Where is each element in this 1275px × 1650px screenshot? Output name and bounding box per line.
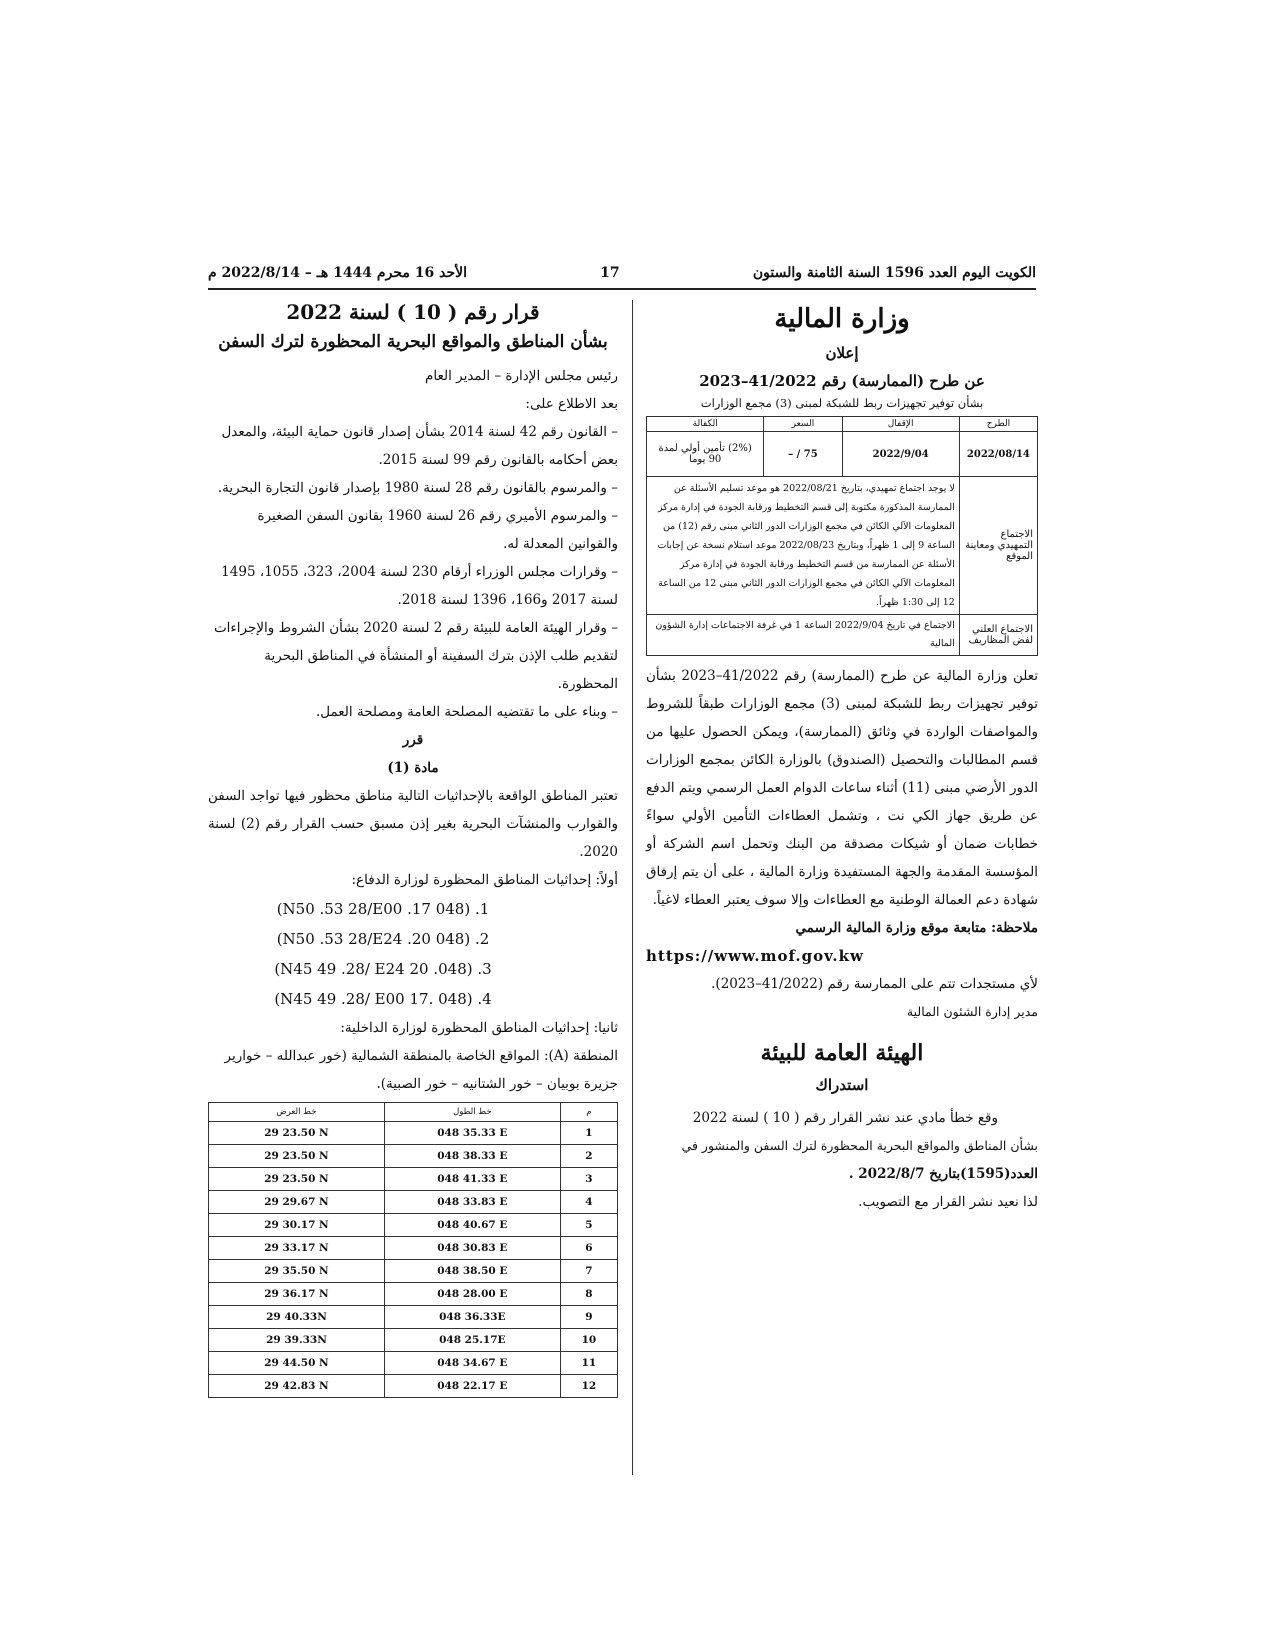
article-text: تعتبر المناطق الواقعة بالإحداثيات التالية مناطق محظور فيها تواجد السفن والقوارب والمنشآت البحرية بغير إذن مسبق حسب القرار رقم (2) لسنة 2020. xyxy=(208,788,619,860)
row-number: 8 xyxy=(560,1283,617,1306)
latitude-cell: 29 33.17 N xyxy=(209,1237,385,1260)
latitude-cell: 29 40.33N xyxy=(209,1306,385,1329)
value-cell: (2%) تأمين أولي لمدة 90 يوما xyxy=(647,432,764,477)
legal-item: – وقرارات مجلس الوزراء أرقام 230 لسنة 2004، 323، 1055، 1495 لسنة 2017 و166، 1396 لسنة 2018. xyxy=(221,564,618,608)
opening-row xyxy=(647,615,1038,656)
longitude-cell: 048 38.50 E xyxy=(384,1260,560,1283)
table-row xyxy=(209,1329,618,1352)
value-cell: 2022/08/14 xyxy=(959,432,1037,477)
table-row xyxy=(209,1122,618,1145)
table-row xyxy=(209,1145,618,1168)
header-cell: خط الطول xyxy=(384,1103,560,1122)
longitude-cell: 048 25.17E xyxy=(384,1329,560,1352)
authority-title: الهيئة العامة للبيئة xyxy=(760,1040,924,1066)
table-row xyxy=(209,1168,618,1191)
row-number: 9 xyxy=(560,1306,617,1329)
defense-coord: 1. (N50 .53 28/E00 .17 048) xyxy=(276,900,490,918)
longitude-cell: 048 36.33E xyxy=(384,1306,560,1329)
legal-item: – وقرار الهيئة العامة للبيئة رقم 2 لسنة 2020 بشأن الشروط والإجراءات لتقديم طلب الإذن بترك السفينة أو المنشأة في المناطق البحرية المحظورة. xyxy=(213,620,618,692)
row-number: 11 xyxy=(560,1352,617,1375)
coordinates-table xyxy=(208,1102,618,1398)
table-row xyxy=(209,1260,618,1283)
row-number: 3 xyxy=(560,1168,617,1191)
publication-name: الكويت اليوم العدد 1596 السنة الثامنة والستون xyxy=(752,265,1036,281)
table-row xyxy=(209,1283,618,1306)
longitude-cell: 048 33.83 E xyxy=(384,1191,560,1214)
row-number: 12 xyxy=(560,1375,617,1398)
defense-coord: 4. (N45 49 .28/ E00 17. 048) xyxy=(274,990,492,1008)
erratum-line2: بشأن المناطق والمواقع البحرية المحظورة لترك السفن والمنشور في xyxy=(681,1138,1038,1153)
page-number: 17 xyxy=(600,265,620,281)
row-number: 7 xyxy=(560,1260,617,1283)
meeting-label: الاجتماع التمهيدي ومعاينة الموقع xyxy=(959,477,1037,615)
opening-text: الاجتماع في تاريخ 2022/9/04 الساعة 1 في غرفة الاجتماعات إدارة الشؤون المالية xyxy=(647,615,960,656)
latitude-cell: 29 23.50 N xyxy=(209,1168,385,1191)
value-cell: 2022/9/04 xyxy=(842,432,959,477)
coordinates-body xyxy=(209,1122,618,1398)
longitude-cell: 048 28.00 E xyxy=(384,1283,560,1306)
defense-coord: 3. (N45 49 .28/ E24 20 .048) xyxy=(274,960,492,978)
longitude-cell: 048 30.83 E xyxy=(384,1237,560,1260)
longitude-cell: 048 38.33 E xyxy=(384,1145,560,1168)
updates-line: لأي مستجدات تتم على الممارسة رقم (41/2022–2023). xyxy=(711,976,1038,992)
notice-label: إعلان xyxy=(825,344,859,362)
defense-coord: 2. (N50 .53 28/E24 .20 048) xyxy=(276,930,490,948)
row-number: 10 xyxy=(560,1329,617,1352)
longitude-cell: 048 22.17 E xyxy=(384,1375,560,1398)
article-label: مادة (1) xyxy=(387,760,439,776)
header-cell: الكفالة xyxy=(647,417,764,432)
latitude-cell: 29 42.83 N xyxy=(209,1375,385,1398)
notice-body: تعلن وزارة المالية عن طرح (الممارسة) رقم 41/2022–2023 بشأن توفير تجهيزات ربط للشبكة لمبنى (3) مجمع الوزارات طبقاً للشروط والمواصفات الواردة في وثائق (الممارسة)، ويمكن الحصول عليها من قسم المطالبات والتحصيل (الصندوق) بالوزارة الكائن بمجمع الوزارات الدور الأرضي مبنى (11) أثناء ساعات الدوام العمل الرسمي ويتم الدفع عن طريق جهاز الكي نت ، وتشمل العطاءات التأمين الأولي سواءً خطابات ضمان أو شيكات مصدقة من البنك وتحمل اسم الشركة أو المؤسسة المقدمة والجهة المستفيدة وزارة المالية ، على أن يتم إرفاق شهادة دعم العمالة الوطنية مع العطاءات وإلا سوف يعتبر العطاء لاغياً. xyxy=(646,668,1038,908)
column-divider xyxy=(632,300,633,1475)
row-number: 5 xyxy=(560,1214,617,1237)
after-review: بعد الاطلاع على: xyxy=(525,396,618,412)
row-number: 1 xyxy=(560,1122,617,1145)
header-cell: خط العرض xyxy=(209,1103,385,1122)
erratum-label: استدراك xyxy=(815,1076,869,1094)
ministry-title: وزارة المالية xyxy=(774,304,910,334)
decision-issuer: رئيس مجلس الإدارة – المدير العام xyxy=(424,368,618,384)
latitude-cell: 29 39.33N xyxy=(209,1329,385,1352)
table-row xyxy=(209,1375,618,1398)
erratum-line4: لذا نعيد نشر القرار مع التصويب. xyxy=(858,1194,1038,1210)
latitude-cell: 29 29.67 N xyxy=(209,1191,385,1214)
latitude-cell: 29 35.50 N xyxy=(209,1260,385,1283)
decision-title: قرار رقم ( 10 ) لسنة 2022 xyxy=(286,300,540,324)
value-cell: 75 / – xyxy=(764,432,842,477)
decided-label: قرر xyxy=(402,732,424,748)
header-cell: م xyxy=(560,1103,617,1122)
latitude-cell: 29 23.50 N xyxy=(209,1145,385,1168)
longitude-cell: 048 40.67 E xyxy=(384,1214,560,1237)
latitude-cell: 29 36.17 N xyxy=(209,1283,385,1306)
longitude-cell: 048 41.33 E xyxy=(384,1168,560,1191)
header-cell: الطرح xyxy=(959,417,1037,432)
issue-date: الأحد 16 محرم 1444 هـ – 2022/8/14 م xyxy=(208,265,467,281)
longitude-cell: 048 34.67 E xyxy=(384,1352,560,1375)
latitude-cell: 29 23.50 N xyxy=(209,1122,385,1145)
header-cell: السعر xyxy=(764,417,842,432)
row-number: 2 xyxy=(560,1145,617,1168)
tender-table-values xyxy=(647,432,1038,477)
row-number: 6 xyxy=(560,1237,617,1260)
tender-table xyxy=(646,416,1038,656)
latitude-cell: 29 44.50 N xyxy=(209,1352,385,1375)
latitude-cell: 29 30.17 N xyxy=(209,1214,385,1237)
legal-item: – القانون رقم 42 لسنة 2014 بشأن إصدار قانون حماية البيئة، والمعدل بعض أحكامه بالقانون رقم 99 لسنة 2015. xyxy=(221,424,618,468)
finance-column xyxy=(646,300,1038,1216)
notice-note: ملاحظة: متابعة موقع وزارة المالية الرسمي xyxy=(795,920,1038,936)
meeting-row xyxy=(647,477,1038,615)
erratum-line1: وقع خطأ مادي عند نشر القرار رقم ( 10 ) لسنة 2022 xyxy=(692,1110,998,1126)
decision-column xyxy=(208,300,618,1398)
decision-subtitle: بشأن المناطق والمواقع البحرية المحظورة لترك السفن xyxy=(218,332,608,352)
signature: مدير إدارة الشئون المالية xyxy=(906,1004,1038,1019)
tender-line: عن طرح (الممارسة) رقم 41/2022–2023 xyxy=(699,372,985,390)
header-cell: الإقفال xyxy=(842,417,959,432)
legal-item: – وبناء على ما تقتضيه المصلحة العامة ومصلحة العمل. xyxy=(315,704,618,720)
table-row xyxy=(209,1191,618,1214)
legal-item: – والمرسوم بالقانون رقم 28 لسنة 1980 بإصدار قانون التجارة البحرية. xyxy=(217,480,618,496)
row-number: 4 xyxy=(560,1191,617,1214)
defense-heading: أولاً: إحداثيات المناطق المحظورة لوزارة الدفاع: xyxy=(351,872,618,888)
longitude-cell: 048 35.33 E xyxy=(384,1122,560,1145)
interior-heading: ثانيا: إحداثيات المناطق المحظورة لوزارة الداخلية: xyxy=(340,1020,618,1036)
page-header xyxy=(208,258,1036,290)
table-row xyxy=(209,1352,618,1375)
zone-text: المنطقة (A): المواقع الخاصة بالمنطقة الشمالية (خور عبدالله – خوارير جزيرة بوبيان – خور الشتانيه – خور الصبية). xyxy=(224,1048,618,1092)
ministry-url[interactable]: https://www.mof.gov.kw xyxy=(646,947,864,965)
erratum-line3: العدد(1595)بتاريخ 2022/8/7 . xyxy=(848,1166,1038,1182)
meeting-text: لا يوجد اجتماع تمهيدي، بتاريخ 2022/08/21 هو موعد تسليم الأسئلة عن الممارسة المذكورة مكتوبة إلى قسم التخطيط ورقابة الجودة في إدارة مركز المعلومات الآلي الكائن في مجمع الوزارات الدور الثاني مبنى رقم (12) من الساعة 9 إلى 1 ظهراً، وبتاريخ 2022/08/23 موعد استلام نسخة عن إجابات الأسئلة عن الممارسة من قسم التخطيط ورقابة الجودة في إدارة مركز المعلومات الآلي الكائن في مجمع الوزارات الدور الثاني مبنى 12 من الساعة 12 إلى 1:30 ظهراً. xyxy=(647,477,960,615)
table-row xyxy=(209,1237,618,1260)
tender-table-header xyxy=(647,417,1038,432)
tender-subject: بشأن توفير تجهيزات ربط للشبكة لمبنى (3) مجمع الوزارات xyxy=(700,396,984,410)
opening-label: الاجتماع العلني لفض المظاريف xyxy=(959,615,1037,656)
table-row xyxy=(209,1214,618,1237)
coordinates-header xyxy=(209,1103,618,1122)
table-row xyxy=(209,1306,618,1329)
legal-item: – والمرسوم الأميري رقم 26 لسنة 1960 بقانون السفن الصغيرة والقوانين المعدلة له. xyxy=(257,508,618,552)
